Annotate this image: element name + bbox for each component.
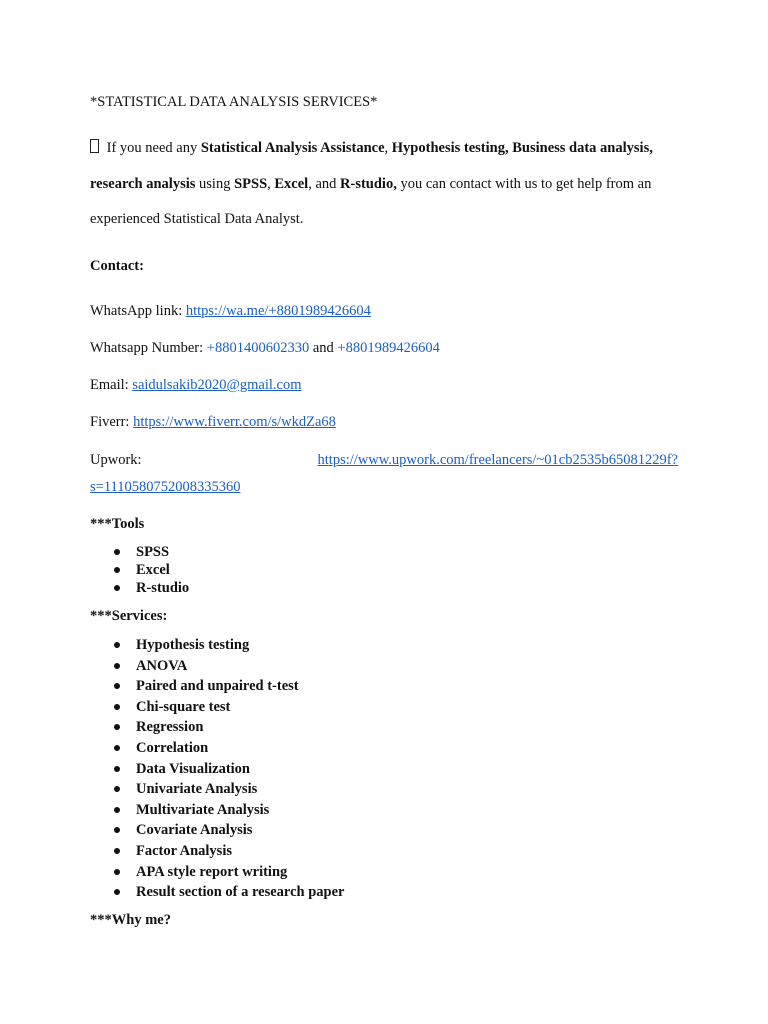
list-item: Hypothesis testing — [114, 635, 344, 656]
list-item: Factor Analysis — [114, 841, 344, 862]
intro-line-3: experienced Statistical Data Analyst. — [90, 211, 304, 227]
list-item: Univariate Analysis — [114, 779, 344, 800]
email-link[interactable]: saidulsakib2020@gmail.com — [132, 377, 302, 393]
list-item: Data Visualization — [114, 759, 344, 780]
intro-line-2: research analysis using SPSS, Excel, and R-studio, you can contact with us to get help from an — [90, 176, 652, 192]
whatsapp-link-row: WhatsApp link: https://wa.me/+8801989426604 — [90, 303, 371, 319]
whatsapp-link[interactable]: https://wa.me/+8801989426604 — [185, 303, 371, 319]
list-item: SPSS — [114, 543, 189, 561]
list-item: Paired and unpaired t-test — [114, 676, 344, 697]
list-item: Multivariate Analysis — [114, 800, 344, 821]
contact-heading: Contact: — [90, 258, 144, 274]
intro-line-1: If you need any Statistical Analysis Assistance, Hypothesis testing, Business data analysis, — [90, 139, 653, 157]
upwork-link[interactable]: https://www.upwork.com/freelancers/~01cb2535b65081229f? — [317, 452, 678, 468]
tools-list — [114, 543, 189, 597]
list-item: Regression — [114, 717, 344, 738]
why-me-heading: ***Why me? — [90, 912, 171, 928]
list-item: APA style report writing — [114, 862, 344, 883]
whatsapp-number-2: +8801989426604 — [337, 340, 440, 356]
fiverr-row: Fiverr: https://www.fiverr.com/s/wkdZa68 — [90, 414, 336, 430]
upwork-link-continuation — [90, 478, 241, 496]
missing-glyph-box-icon — [90, 139, 99, 153]
services-list — [114, 635, 344, 903]
whatsapp-number-row: Whatsapp Number: +8801400602330 and +8801989426604 — [90, 340, 440, 356]
upwork-link-part-2[interactable]: s=1110580752008335360 — [90, 479, 241, 495]
services-heading: ***Services: — [90, 608, 168, 624]
list-item: ANOVA — [114, 656, 344, 677]
list-item: Covariate Analysis — [114, 820, 344, 841]
email-row: Email: saidulsakib2020@gmail.com — [90, 377, 302, 393]
list-item: Correlation — [114, 738, 344, 759]
list-item: R-studio — [114, 579, 189, 597]
fiverr-link[interactable]: https://www.fiverr.com/s/wkdZa68 — [133, 414, 336, 430]
whatsapp-number-1: +8801400602330 — [206, 340, 310, 356]
list-item: Result section of a research paper — [114, 882, 344, 903]
upwork-label: Upwork: — [90, 452, 142, 468]
tools-heading: ***Tools — [90, 516, 145, 532]
list-item: Chi-square test — [114, 697, 344, 718]
document-title: *STATISTICAL DATA ANALYSIS SERVICES* — [90, 94, 378, 110]
list-item: Excel — [114, 561, 189, 579]
